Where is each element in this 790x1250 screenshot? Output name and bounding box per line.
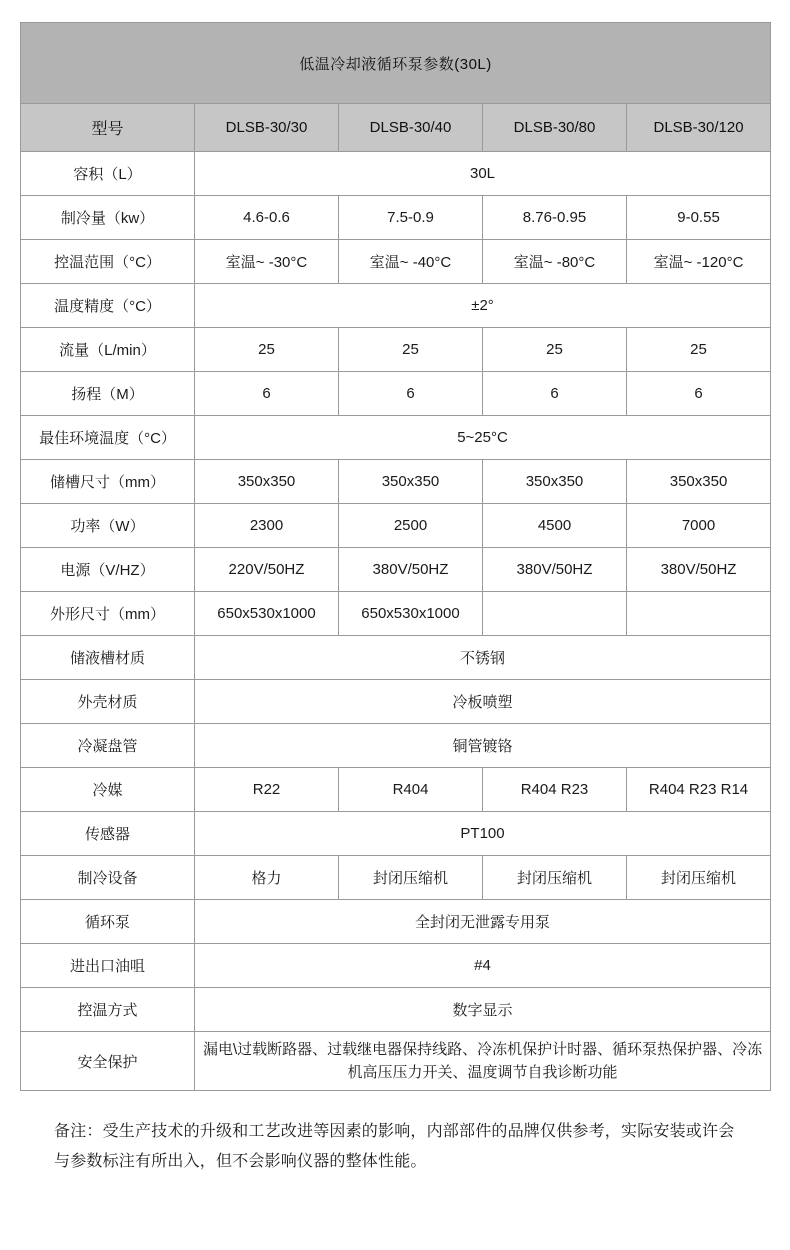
row-value: R404 [339,768,483,812]
row-value-merged: 不锈钢 [195,636,771,680]
table-row [21,504,771,548]
footer-note: 备注：受生产技术的升级和工艺改进等因素的影响，内部部件的品牌仅供参考，实际安装或许会与参数标注有所出入，但不会影响仪器的整体性能。 [54,1123,735,1170]
row-value: R404 R23 R14 [627,768,771,812]
table-row [21,900,771,944]
table-row [21,548,771,592]
row-value: 封闭压缩机 [483,856,627,900]
row-label: 流量（L/min） [21,328,195,372]
table-row [21,812,771,856]
table-row [21,240,771,284]
row-value: 室温~ -120°C [627,240,771,284]
row-label: 制冷设备 [21,856,195,900]
row-value: 室温~ -40°C [339,240,483,284]
row-value-merged: #4 [195,944,771,988]
row-value: 350x350 [627,460,771,504]
row-value: R22 [195,768,339,812]
row-value: 6 [339,372,483,416]
table-row [21,680,771,724]
table-header-row [21,104,771,152]
row-label: 控温范围（°C） [21,240,195,284]
row-value: 4500 [483,504,627,548]
row-value-merged: 全封闭无泄露专用泵 [195,900,771,944]
row-value: 25 [483,328,627,372]
table-body [21,23,771,1091]
row-value: 室温~ -80°C [483,240,627,284]
table-row [21,152,771,196]
row-value: 350x350 [195,460,339,504]
row-value-merged: 铜管镀铬 [195,724,771,768]
row-value: R404 R23 [483,768,627,812]
row-label: 安全保护 [21,1032,195,1091]
table-title-row [21,23,771,104]
row-value: 650x530x1000 [339,592,483,636]
row-value: 25 [339,328,483,372]
row-value: 9-0.55 [627,196,771,240]
row-value: 8.76-0.95 [483,196,627,240]
table-row [21,416,771,460]
table-row [21,636,771,680]
row-label: 制冷量（kw） [21,196,195,240]
row-label: 外壳材质 [21,680,195,724]
row-label: 储液槽材质 [21,636,195,680]
row-label: 电源（V/HZ） [21,548,195,592]
row-value-merged: PT100 [195,812,771,856]
row-value: 350x350 [339,460,483,504]
row-value: 350x350 [483,460,627,504]
row-value-merged: 数字显示 [195,988,771,1032]
row-label: 外形尺寸（mm） [21,592,195,636]
row-label: 传感器 [21,812,195,856]
row-label: 进出口油咀 [21,944,195,988]
header-model-2: DLSB-30/40 [339,104,483,152]
row-value: 25 [627,328,771,372]
row-value: 格力 [195,856,339,900]
row-value: 650x530x1000 [195,592,339,636]
table-row [21,592,771,636]
specification-table [20,22,771,1091]
table-row [21,768,771,812]
row-value: 2300 [195,504,339,548]
row-value: 4.6-0.6 [195,196,339,240]
row-value: 7.5-0.9 [339,196,483,240]
row-label: 温度精度（°C） [21,284,195,328]
row-label: 容积（L） [21,152,195,196]
table-row [21,1032,771,1091]
header-model-4: DLSB-30/120 [627,104,771,152]
row-label: 控温方式 [21,988,195,1032]
table-row [21,328,771,372]
row-value: 封闭压缩机 [339,856,483,900]
header-model-3: DLSB-30/80 [483,104,627,152]
row-value-empty [483,592,627,636]
row-value-merged: 漏电\过载断路器、过载继电器保持线路、冷冻机保护计时器、循环泵热保护器、冷冻机高压压力开关、温度调节自我诊断功能 [195,1032,771,1091]
row-label: 扬程（M） [21,372,195,416]
row-value: 6 [627,372,771,416]
row-label: 最佳环境温度（°C） [21,416,195,460]
row-value: 6 [195,372,339,416]
row-label: 储槽尺寸（mm） [21,460,195,504]
row-label: 冷媒 [21,768,195,812]
row-value: 25 [195,328,339,372]
table-row [21,460,771,504]
row-value: 封闭压缩机 [627,856,771,900]
row-label: 循环泵 [21,900,195,944]
table-row [21,856,771,900]
table-row [21,284,771,328]
table-row [21,724,771,768]
row-value: 7000 [627,504,771,548]
header-model-1: DLSB-30/30 [195,104,339,152]
row-value-merged: ±2° [195,284,771,328]
row-label: 功率（W） [21,504,195,548]
row-value-empty [627,592,771,636]
row-value-merged: 5~25°C [195,416,771,460]
row-value-merged: 30L [195,152,771,196]
page-title: 低温冷却液循环泵参数(30L) [21,23,771,104]
row-value: 380V/50HZ [627,548,771,592]
table-row [21,196,771,240]
table-row [21,988,771,1032]
row-value: 6 [483,372,627,416]
row-value: 2500 [339,504,483,548]
header-model-label: 型号 [21,104,195,152]
row-value: 220V/50HZ [195,548,339,592]
row-value: 380V/50HZ [483,548,627,592]
table-row [21,372,771,416]
row-value: 室温~ -30°C [195,240,339,284]
table-row [21,944,771,988]
row-value: 380V/50HZ [339,548,483,592]
row-label: 冷凝盘管 [21,724,195,768]
row-value-merged: 冷板喷塑 [195,680,771,724]
